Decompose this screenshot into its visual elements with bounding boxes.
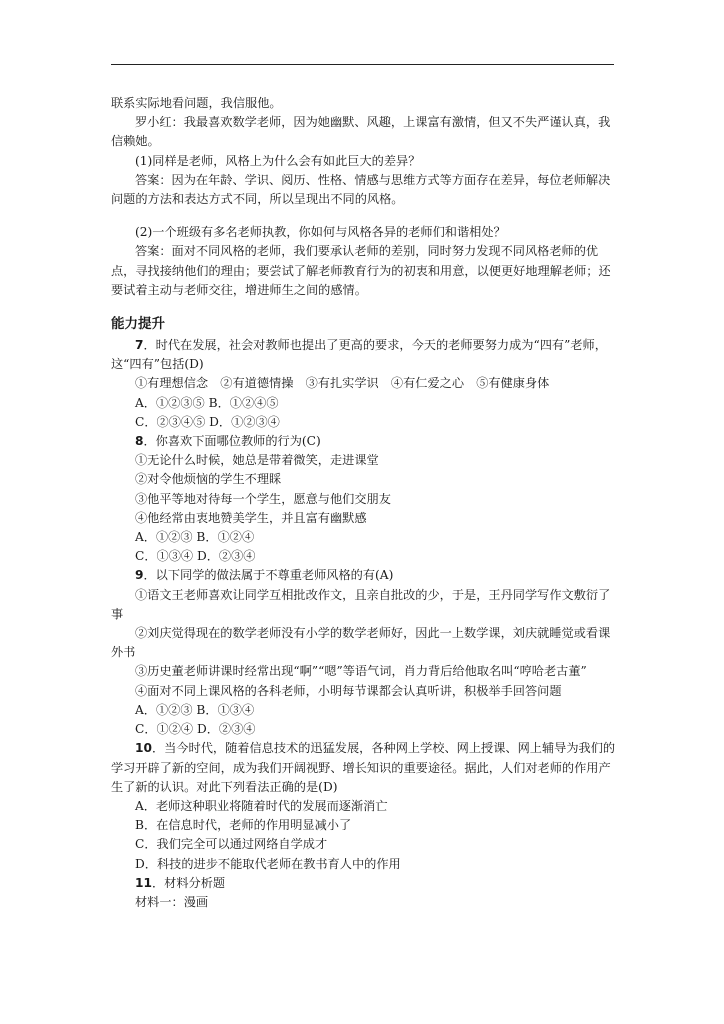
question-8-item-2: ②对令他烦恼的学生不理睬	[135, 472, 282, 487]
question-2: (2)一个班级有多名老师执教，你如何与风格各异的老师们和谐相处？	[135, 225, 506, 240]
question-number: 8	[135, 434, 144, 449]
question-11	[111, 874, 616, 893]
question-9-item-4: ④面对不同上课风格的各科老师，小明每节课都会认真听讲，积极举手回答问题	[135, 683, 562, 698]
question-text: ．材料分析题	[151, 875, 226, 890]
question-8	[111, 432, 616, 451]
question-10-option-b: B．在信息时代，老师的作用明显减小了	[135, 818, 352, 833]
question-10-option-a: A．老师这种职业将随着时代的发展而逐渐消亡	[135, 798, 388, 813]
question-10	[111, 739, 616, 797]
question-10-option-c: C．我们完全可以通过网络自学成才	[135, 837, 328, 852]
question-number: 9	[135, 568, 144, 583]
answer-2: 答案：面对不同风格的老师，我们要承认老师的差别，同时努力发现不同风格老师的优点，寻找接纳他们的理由；要尝试了解老师教育行为的初衷和用意，以便更好地理解老师；还要试着主动与老师交往，增进师生之间的感情。	[111, 244, 611, 297]
question-9-item-1: ①语文王老师喜欢让同学互相批改作文，且亲自批改的少，于是，王丹同学写作文敷衍了事	[111, 587, 611, 621]
question-7-options-cd: C．②③④⑤ D．①②③④	[135, 414, 280, 429]
answer-1: 答案：因为在年龄、学识、阅历、性格、情感与思维方式等方面存在差异，每位老师解决问题的方法和表达方式不同，所以呈现出不同的风格。	[111, 172, 611, 207]
text-line: 联系实际地看问题，我信服他。	[111, 96, 282, 110]
question-8-options-cd: C．①③④ D．②③④	[135, 549, 256, 564]
question-text: ．时代在发展，社会对教师也提出了更高的要求，今天的老师要努力成为“四有”老师，这“四有”包括(D)	[111, 338, 607, 372]
question-7	[111, 336, 616, 374]
question-number: 10	[135, 741, 152, 756]
question-1: (1)同样是老师，风格上为什么会有如此巨大的差异？	[135, 153, 421, 168]
question-number: 11	[135, 875, 152, 890]
question-7-items: ①有理想信念 ②有道德情操 ③有扎实学识 ④有仁爱之心 ⑤有健康身体	[135, 376, 550, 391]
header-rule	[111, 64, 614, 65]
question-9	[111, 566, 616, 585]
question-8-item-4: ④他经常由衷地赞美学生，并且富有幽默感	[135, 510, 367, 525]
question-text: ．当今时代，随着信息技术的迅猛发展，各种网上学校、网上授课、网上辅导为我们的学习开辟了新的空间，成为我们开阔视野、增长知识的重要途径。据此，人们对老师的作用产生了新的认识。对此下列看法正确的是(D)	[111, 741, 616, 794]
question-9-item-2: ②刘庆觉得现在的数学老师没有小学的数学老师好，因此一上数学课，刘庆就睡觉或看课外书	[111, 626, 611, 660]
question-text: ．以下同学的做法属于不尊重老师风格的有(A)	[143, 568, 394, 583]
question-text: ．你喜欢下面哪位教师的行为(C)	[143, 434, 321, 449]
question-9-options-cd: C．①②④ D．②③④	[135, 722, 256, 737]
spacer	[111, 300, 616, 314]
spacer	[111, 209, 616, 223]
material-label: 材料一：漫画	[135, 894, 209, 909]
question-8-item-1: ①无论什么时候，她总是带着微笑，走进课堂	[135, 453, 379, 468]
question-7-options-ab: A．①②③⑤ B．①②④⑤	[135, 395, 279, 410]
question-9-item-3: ③历史董老师讲课时经常出现“啊”“嗯”等语气词，肖力背后给他取名叫“哼哈老古董”	[135, 664, 587, 679]
section-title: 能力提升	[111, 316, 165, 333]
question-8-item-3: ③他平等地对待每一个学生，愿意与他们交朋友	[135, 491, 391, 506]
question-9-options-ab: A．①②③ B．①③④	[135, 702, 255, 717]
question-10-option-d: D．科技的进步不能取代老师在教书育人中的作用	[135, 856, 401, 871]
question-8-options-ab: A．①②③ B．①②④	[135, 530, 255, 545]
text-paragraph: 罗小红：我最喜欢数学老师，因为她幽默、风趣，上课富有激情，但又不失严谨认真，我信赖她。	[111, 115, 611, 149]
document-body	[111, 94, 616, 912]
question-number: 7	[135, 338, 144, 353]
